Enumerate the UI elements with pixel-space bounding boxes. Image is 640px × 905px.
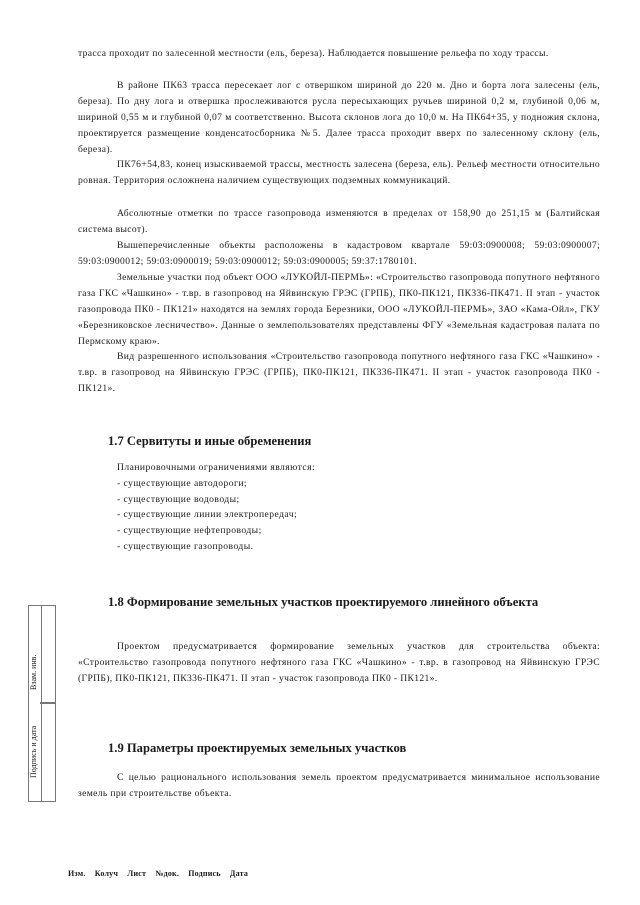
paragraph-7: Вид разрешенного использования «Строительство газопровода попутного нефтяного газа ГКС «Чашкино» - т.вр. в газопровод на Яйвинскую ГРЭС (ГРПБ), ПК0-ПК121, ПК336-ПК471. II этап - участок газопровода ПК0 - ПК121». [78,351,600,394]
section-1-7-intro: Планировочными ограничениями являются: [117,462,316,473]
list-item: - существующие автодороги; [117,478,248,489]
restrictions-list [117,476,517,555]
footer-col-doc-number: №док. [155,869,180,878]
footer-col-change: Изм. [68,869,86,878]
stamp-label-signature-date: Подпись и дата [29,725,38,778]
paragraph-2: В районе ПК63 трасса пересекает лог с отвершком шириной до 220 м. Дно и борта лога залесены (ель, береза). По дну лога и отвершка прослеживаются русла пересыхающих ручьев шириной 0,2 м, глубиной 0,06 м, шириной 0,55 м и глубиной 0,07 м соответственно. Высота склонов лога до 10,0 м. На ПК64+35, у подножия склона, проектируется размещение конденсатосборника №5. Далее трасса проходит вверх по залесенному склону (ель, береза). [78,80,600,155]
stamp-label-replacement-inv: Взам. инв. [29,654,38,690]
title-block-footer [68,869,255,878]
footer-col-date: Дата [229,869,249,878]
paragraph-5: Вышеперечисленные объекты расположены в кадастровом квартале 59:03:0900008; 59:03:0900007; 59:03:0900012; 59:03:0900019; 59:03:0900012; 59:03:0900005; 59:37:1780101. [78,240,600,267]
section-heading-1-9: 1.9 Параметры проектируемых земельных участков [108,741,407,755]
stamp-cell-top [40,605,56,704]
footer-col-count: Колуч [94,869,119,878]
paragraph-6: Земельные участки под объект ООО «ЛУКОЙЛ-ПЕРМЬ»: «Строительство газопровода попутного нефтяного газа ГКС «Чашкино» - т.вр. в газопровод на Яйвинскую ГРЭС (ГРПБ), ПК0-ПК121, ПК336-ПК471. II этап - участок газопровода ПК0 - ПК121» находятся на землях города Березники, ООО «ЛУКОЙЛ-ПЕРМЬ», ЗАО «Кама-Ойл», ГКУ «Березниковское лесничество». Данные о землепользователях представлены ФГУ «Земельная кадастровая палата по Пермскому краю». [78,272,600,347]
list-item: - существующие нефтепроводы; [117,525,262,537]
section-1-8-text: Проектом предусматривается формирование земельных участков для строительства объекта: «Строительство газопровода попутного нефтяного газа ГКС «Чашкино» - т.вр. в газопровод на Яйвинскую ГРЭС (ГРПБ), ПК0-ПК121, ПК336-ПК471. II этап - участок газопровода ПК0 - ПК121». [78,641,600,684]
paragraph-3: ПК76+54,83, конец изыскиваемой трассы, местность залесена (береза, ель). Рельеф местности относительно ровная. Территория осложнена наличием существующих подземных коммуникаций. [78,159,600,186]
stamp-cell-bottom [40,702,56,802]
section-1-9-text: С целью рационального использования земель проектом предусматривается минимальное использование земель при строительстве объекта. [78,772,600,799]
section-heading-1-7: 1.7 Сервитуты и иные обременения [108,434,312,448]
footer-col-sheet: Лист [127,869,147,878]
list-item: - существующие водоводы; [117,493,240,505]
paragraph-1: трасса проходит по залесенной местности (ель, береза). Наблюдается повышение рельефа по ходу трассы. [78,48,549,59]
paragraph-4: Абсолютные отметки по трассе газопровода изменяются в пределах от 158,90 до 251,15 м (Балтийская система высот). [78,208,600,235]
section-heading-1-8: 1.8 Формирование земельных участков проектируемого линейного объекта [108,595,539,609]
footer-col-signature: Подпись [188,869,221,878]
list-item: - существующие линии электропередач; [117,509,298,521]
list-item: - существующие газопроводы. [117,540,254,552]
